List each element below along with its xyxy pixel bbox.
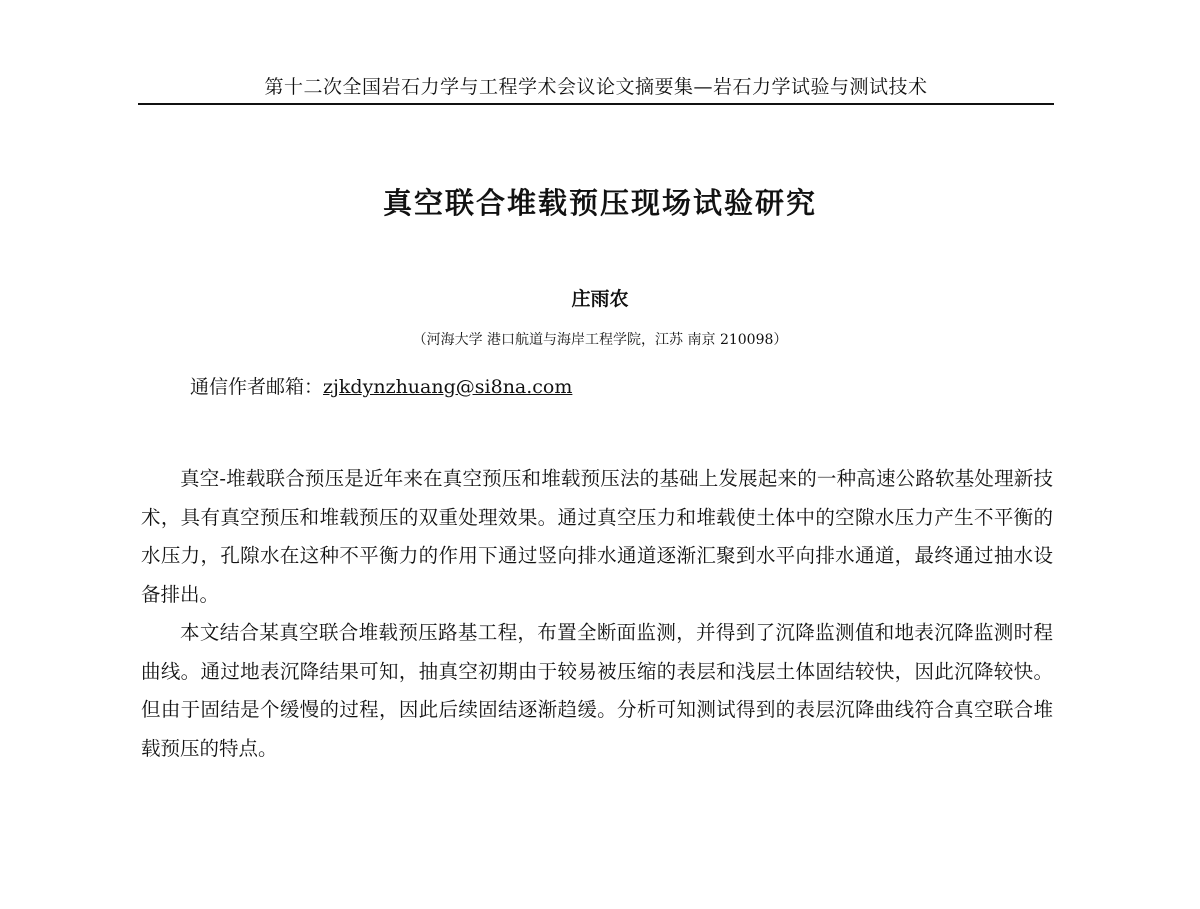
author-affiliation: （河海大学 港口航道与海岸工程学院，江苏 南京 210098） — [412, 332, 788, 348]
abstract-paragraph-2: 本文结合某真空联合堆载预压路基工程，布置全断面监测，并得到了沉降监测值和地表沉降监测时程曲线。通过地表沉降结果可知，抽真空初期由于较易被压缩的表层和浅层土体固结较快，因此沉降较快。但由于固结是个缓慢的过程，因此后续固结逐渐趋缓。分析可知测试得到的表层沉降曲线符合真空联合堆载预压的特点。 — [141, 621, 1053, 760]
abstract — [141, 460, 1053, 768]
paper-title: 真空联合堆载预压现场试验研究 — [382, 186, 817, 220]
abstract-paragraph-1: 真空-堆载联合预压是近年来在真空预压和堆载预压法的基础上发展起来的一种高速公路软基处理新技术，具有真空预压和堆载预压的双重处理效果。通过真空压力和堆载使土体中的空隙水压力产生不平衡的水压力，孔隙水在这种不平衡力的作用下通过竖向排水通道逐渐汇聚到水平向排水通道，最终通过抽水设备排出。 — [141, 467, 1053, 606]
author-name: 庄雨农 — [571, 288, 629, 310]
email-link[interactable]: zjkdynzhuang@si8na.com — [323, 376, 573, 398]
header-rule — [138, 103, 1054, 105]
running-header: 第十二次全国岩石力学与工程学术会议论文摘要集—岩石力学试验与测试技术 — [264, 76, 928, 98]
contact-label: 通信作者邮箱： — [190, 376, 324, 398]
contact-line — [190, 373, 572, 401]
